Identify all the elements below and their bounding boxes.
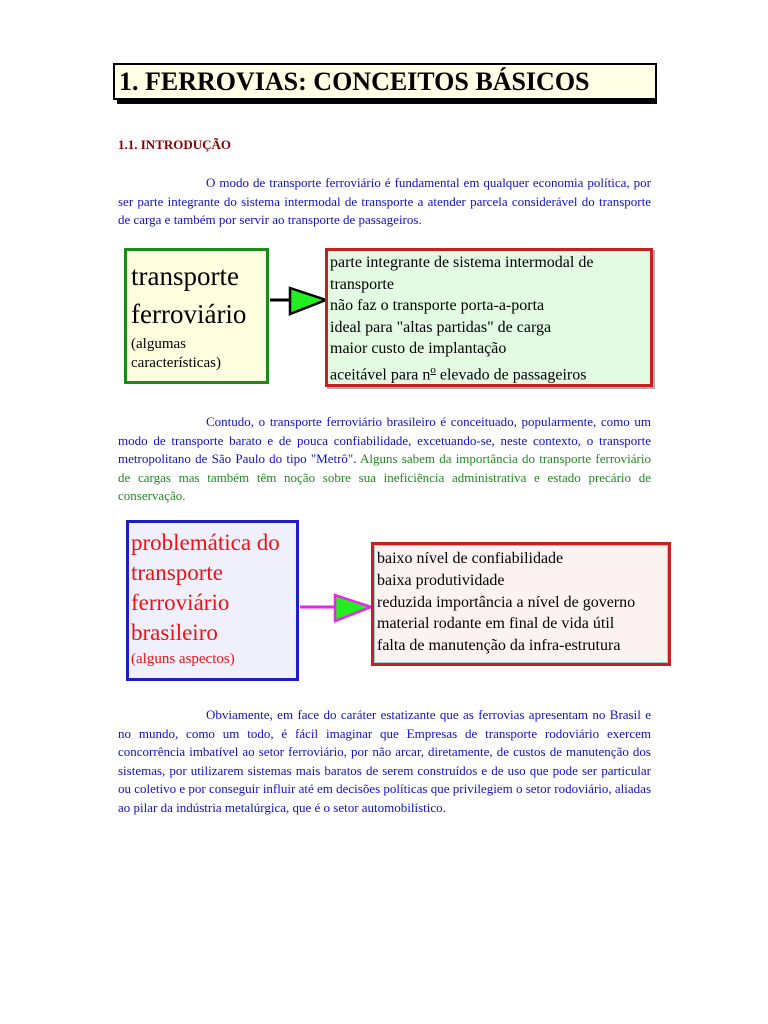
railway-transport-line1: transporte (131, 261, 239, 291)
characteristic-item: não faz o transporte porta-a-porta (330, 297, 545, 314)
aspects-box (371, 542, 671, 666)
paragraph-context-highlight: Alguns sabem da importância do transporte ferroviário de cargas mas também têm noção sobre sua ineficiência administrativa e estado precário de conservação. (118, 451, 651, 503)
railway-transport-line2: ferroviário (131, 299, 247, 329)
aspect-item: material rodante em final de vida útil (377, 615, 615, 633)
paragraph-conclusion-text: Obviamente, em face do caráter estatizante que as ferrovias apresentam no Brasil e no mundo, como um todo, é fácil imaginar que Empresas de transporte rodoviário exercem concorrência imbatível ao setor ferroviário, por não arcar, diretamente, de custos de manutenção dos sistemas, por utilizarem sistemas mais baratos de serem construídos e de uso que pode ser particular ou coletivo e por conseguir influir até em decisões políticas que privilegiem o setor rodoviário, aliadas ao pilar da indústria metalúrgica, que é o setor automobilístico. (118, 707, 651, 815)
section-heading: 1.1. INTRODUÇÃO (118, 137, 232, 152)
characteristic-item: ideal para "altas partidas" de carga (330, 318, 552, 336)
characteristic-sup: o (430, 363, 436, 376)
aspect-item: baixa produtividade (377, 571, 505, 589)
characteristic-item: parte integrante de sistema intermodal de transporte (330, 254, 594, 293)
characteristic-prefix: aceitável para n (330, 365, 431, 383)
problems-line: brasileiro (131, 620, 218, 645)
page-title: 1. FERROVIAS: CONCEITOS BÁSICOS (113, 63, 657, 100)
characteristic-item: maior custo de implantação (330, 340, 507, 357)
paragraph-conclusion (118, 706, 651, 817)
aspect-item: falta de manutenção da infra-estrutura (377, 637, 621, 655)
aspect-item: baixo nível de confiabilidade (377, 550, 564, 567)
characteristic-suffix: elevado de passageiros (435, 365, 587, 383)
railway-transport-subtitle: (algumas características) (131, 336, 221, 371)
paragraph-context-text: Contudo, o transporte ferroviário brasileiro é conceituado, popularmente, como um modo de transporte barato e de pouca confiabilidade, excetuando-se, neste contexto, o transporte metropolitano de São Paulo do tipo "Metrô". (118, 414, 651, 466)
problems-line: problemática do (131, 530, 280, 555)
problems-line: transporte (131, 560, 223, 585)
paragraph-intro-text: O modo de transporte ferroviário é fundamental em qualquer economia política, por ser parte integrante do sistema intermodal de transporte a atender parcela considerável do transporte de carga e também por servir ao transporte de passageiros. (118, 175, 651, 227)
aspect-item: reduzida importância a nível de governo (377, 593, 636, 611)
problems-line: ferroviário (131, 590, 230, 615)
problems-subtitle: (alguns aspectos) (131, 651, 235, 667)
arrow-right-icon (335, 595, 371, 621)
